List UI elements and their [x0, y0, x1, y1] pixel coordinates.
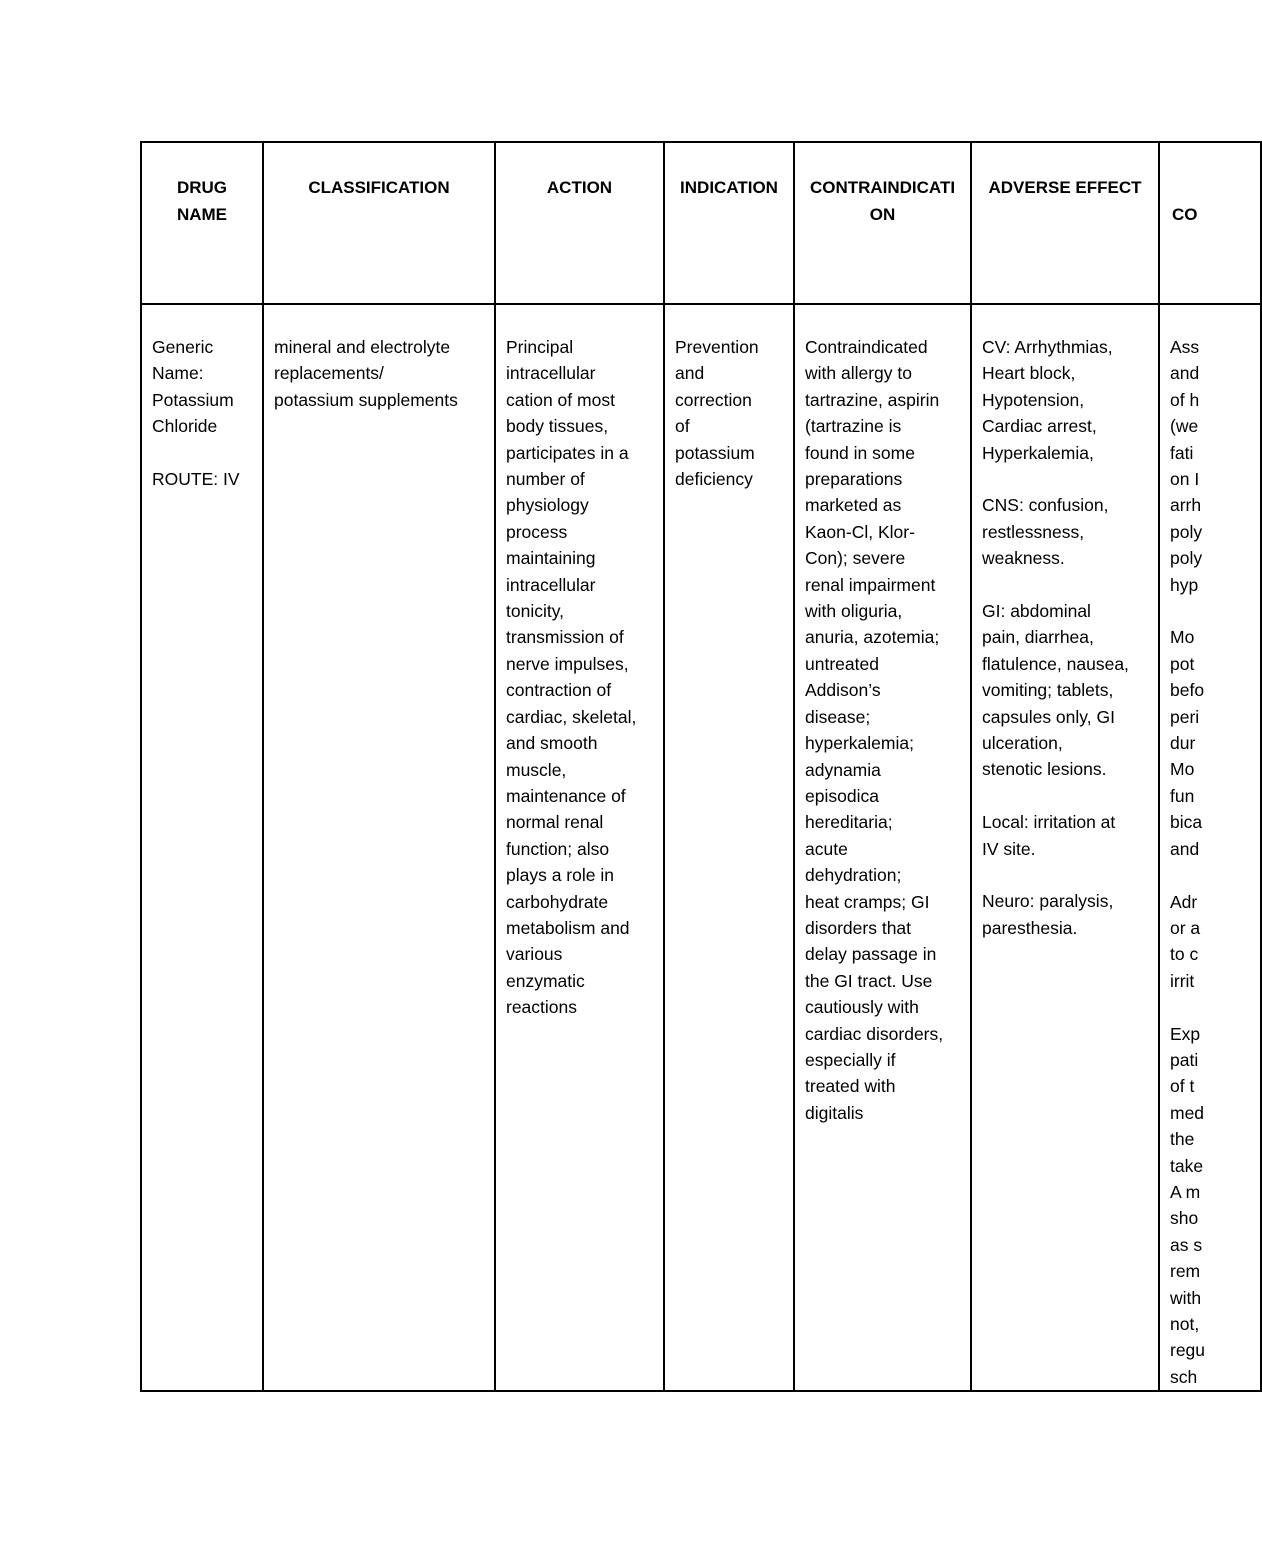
cell-line: intracellular — [506, 574, 596, 595]
cell-line: sch — [1170, 1366, 1198, 1387]
cell-line: poly — [1170, 521, 1203, 542]
cell-line: treated with — [805, 1076, 896, 1097]
cell-line: metabolism and — [506, 917, 630, 938]
cell-line: various — [506, 944, 563, 965]
cell-line: pati — [1170, 1049, 1199, 1070]
cell-line: Exp — [1170, 1023, 1201, 1044]
cell-line: tartrazine, aspirin — [805, 389, 940, 410]
cell-line: number of — [506, 469, 585, 490]
cell-line: reactions — [506, 997, 578, 1018]
header-text: DRUG — [176, 178, 228, 197]
cell-line: correction — [675, 389, 752, 410]
cell-line: hyperkalemia; — [805, 733, 914, 754]
cell-line: delay passage in — [805, 944, 937, 965]
cell-line: function; also — [506, 838, 610, 859]
cell-line: preparations — [805, 469, 903, 490]
header-action — [495, 142, 664, 304]
cell-drug-name — [141, 304, 263, 1391]
cell-line: cautiously with — [805, 997, 919, 1018]
cell-line: CV: Arrhythmias, — [982, 337, 1113, 357]
cell-line: regu — [1170, 1340, 1206, 1361]
header-text: CO — [1172, 205, 1198, 224]
cell-line: normal renal — [506, 812, 604, 833]
cell-contraindication — [794, 304, 971, 1391]
cell-line: nerve impulses, — [506, 653, 629, 674]
cell-paragraph — [1170, 624, 1254, 862]
indication-lines — [665, 305, 793, 492]
cell-line: participates in a — [506, 442, 629, 463]
header-nursing-consideration — [1159, 142, 1261, 304]
cell-line: not, — [1170, 1313, 1200, 1334]
cell-line: weakness. — [982, 548, 1065, 569]
cell-paragraph — [982, 809, 1152, 862]
cell-line: and — [675, 363, 705, 384]
cell-line: ulceration, — [982, 733, 1063, 754]
cell-line: hereditaria; — [805, 812, 893, 833]
cell-line: Ass — [1170, 337, 1200, 357]
cell-line: and — [1170, 363, 1200, 384]
cell-line: take — [1170, 1155, 1204, 1176]
cell-line: replacements/ — [274, 363, 384, 384]
cell-line: peri — [1170, 706, 1200, 727]
header-text: ON — [869, 205, 896, 224]
header-text: ACTION — [546, 178, 613, 197]
cell-line: untreated — [805, 653, 879, 674]
cell-line: Neuro: paralysis, — [982, 891, 1114, 912]
header-adverse-effect — [971, 142, 1159, 304]
cell-line: Prevention — [675, 337, 759, 357]
cell-line: of t — [1170, 1076, 1195, 1097]
header-contraindication — [794, 142, 971, 304]
cell-line: CNS: confusion, — [982, 495, 1109, 516]
cell-line: dehydration; — [805, 865, 902, 886]
cell-line: with allergy to — [805, 363, 912, 384]
cell-line: flatulence, nausea, — [982, 653, 1129, 674]
cell-paragraph — [982, 888, 1152, 941]
cell-line: renal impairment — [805, 574, 936, 595]
cell-line: bica — [1170, 812, 1203, 833]
cell-line: Cardiac arrest, — [982, 416, 1097, 437]
cell-line: stenotic lesions. — [982, 759, 1107, 780]
nursing-consideration-paragraphs — [1160, 305, 1260, 1390]
cell-line: Heart block, — [982, 363, 1076, 384]
cell-line: deficiency — [675, 469, 753, 490]
cell-line: or a — [1170, 917, 1201, 938]
cell-paragraph — [982, 492, 1152, 571]
cell-line: sho — [1170, 1208, 1199, 1229]
cell-line: as s — [1170, 1234, 1203, 1255]
cell-line: rem — [1170, 1261, 1201, 1282]
table-row — [141, 304, 1261, 1391]
cell-line: physiology — [506, 495, 589, 516]
cell-adverse-effect — [971, 304, 1159, 1391]
cell-line: intracellular — [506, 363, 596, 384]
cell-line: enzymatic — [506, 970, 585, 991]
cell-line: pot — [1170, 653, 1195, 674]
header-text: ADVERSE EFFECT — [988, 178, 1142, 197]
cell-line: Kaon-Cl, Klor- — [805, 521, 915, 542]
header-drug-name — [141, 142, 263, 304]
cell-line: maintaining — [506, 548, 596, 569]
cell-line: digitalis — [805, 1102, 864, 1123]
cell-nursing-consideration — [1159, 304, 1261, 1391]
cell-line: acute — [805, 838, 848, 859]
cell-paragraph — [1170, 889, 1254, 995]
cell-action — [495, 304, 664, 1391]
cell-line: (tartrazine is — [805, 416, 902, 437]
header-text: NAME — [176, 205, 228, 224]
cell-line: disease; — [805, 706, 871, 727]
cell-line: plays a role in — [506, 865, 614, 886]
cell-paragraph — [1170, 334, 1254, 598]
cell-paragraph — [1170, 1021, 1254, 1391]
cell-line: Hyperkalemia, — [982, 442, 1094, 463]
cell-line: fati — [1170, 442, 1194, 463]
cell-line: ROUTE: IV — [152, 469, 240, 490]
cell-line: A m — [1170, 1181, 1201, 1202]
cell-line: marketed as — [805, 495, 902, 516]
cell-line: Con); severe — [805, 548, 906, 569]
cell-line: IV site. — [982, 838, 1036, 859]
cell-line: maintenance of — [506, 785, 626, 806]
cell-line: befo — [1170, 680, 1205, 701]
cell-line: Addison’s — [805, 680, 881, 701]
header-text: CONTRAINDICATI — [809, 178, 956, 197]
drug-route — [152, 466, 256, 492]
classification-lines — [264, 305, 494, 413]
adverse-effect-paragraphs — [972, 305, 1158, 941]
cell-line: disorders that — [805, 917, 912, 938]
cell-line: Potassium — [152, 389, 234, 410]
cell-line: adynamia — [805, 759, 881, 780]
cell-line: poly — [1170, 548, 1203, 569]
cell-line: contraction of — [506, 680, 612, 701]
cell-line: of — [675, 416, 690, 437]
drug-generic-name — [152, 334, 256, 440]
header-text: CLASSIFICATION — [308, 178, 450, 197]
cell-line: Name: — [152, 363, 204, 384]
cell-line: anuria, azotemia; — [805, 627, 940, 648]
cell-line: Adr — [1170, 891, 1198, 912]
cell-line: of h — [1170, 389, 1200, 410]
cell-line: vomiting; tablets, — [982, 680, 1114, 701]
cell-line: GI: abdominal — [982, 601, 1091, 622]
cell-line: dur — [1170, 733, 1196, 754]
cell-line: the GI tract. Use — [805, 970, 933, 991]
cell-line: and — [1170, 838, 1200, 859]
cell-line: with — [1170, 1287, 1202, 1308]
cell-line: hyp — [1170, 574, 1199, 595]
cell-line: muscle, — [506, 759, 567, 780]
cell-line: potassium — [675, 442, 755, 463]
drug-study-table — [140, 141, 1262, 1392]
cell-line: tonicity, — [506, 601, 565, 622]
cell-line: Mo — [1170, 627, 1195, 648]
cell-line: Chloride — [152, 416, 218, 437]
cell-line: body tissues, — [506, 416, 609, 437]
cell-line: and smooth — [506, 733, 598, 754]
cell-line: with oliguria, — [805, 601, 903, 622]
cell-line: Contraindicated — [805, 337, 928, 357]
cell-line: arrh — [1170, 495, 1202, 516]
cell-line: cardiac disorders, — [805, 1023, 944, 1044]
contraindication-lines — [795, 305, 970, 1126]
cell-line: transmission of — [506, 627, 624, 648]
action-lines — [496, 305, 663, 1021]
cell-line: episodica — [805, 785, 879, 806]
cell-classification — [263, 304, 495, 1391]
cell-indication — [664, 304, 794, 1391]
cell-line: mineral and electrolyte — [274, 337, 451, 357]
cell-line: carbohydrate — [506, 891, 609, 912]
header-indication — [664, 142, 794, 304]
cell-line: process — [506, 521, 568, 542]
cell-line: capsules only, GI — [982, 706, 1115, 727]
cell-line: the — [1170, 1129, 1195, 1150]
cell-line: to c — [1170, 944, 1199, 965]
header-text: INDICATION — [680, 178, 778, 197]
cell-line: on I — [1170, 469, 1200, 490]
cell-line: especially if — [805, 1049, 896, 1070]
cell-line: cation of most — [506, 389, 615, 410]
cell-line: restlessness, — [982, 521, 1085, 542]
cell-line: cardiac, skeletal, — [506, 706, 637, 727]
cell-line: Generic — [152, 337, 214, 357]
cell-line: heat cramps; GI — [805, 891, 930, 912]
cell-line: med — [1170, 1102, 1205, 1123]
cell-line: Hypotension, — [982, 389, 1085, 410]
cell-line: fun — [1170, 785, 1195, 806]
cell-line: potassium supplements — [274, 389, 458, 410]
cell-paragraph — [982, 334, 1152, 466]
cell-line: found in some — [805, 442, 915, 463]
table-header-row — [141, 142, 1261, 304]
cell-line: pain, diarrhea, — [982, 627, 1094, 648]
cell-paragraph — [982, 598, 1152, 783]
cell-line: Local: irritation at — [982, 812, 1116, 833]
cell-line: paresthesia. — [982, 917, 1078, 938]
cell-line: irrit — [1170, 970, 1195, 991]
header-classification — [263, 142, 495, 304]
cell-line: Principal — [506, 337, 574, 357]
cell-line: Mo — [1170, 759, 1195, 780]
cell-line: (we — [1170, 416, 1199, 437]
